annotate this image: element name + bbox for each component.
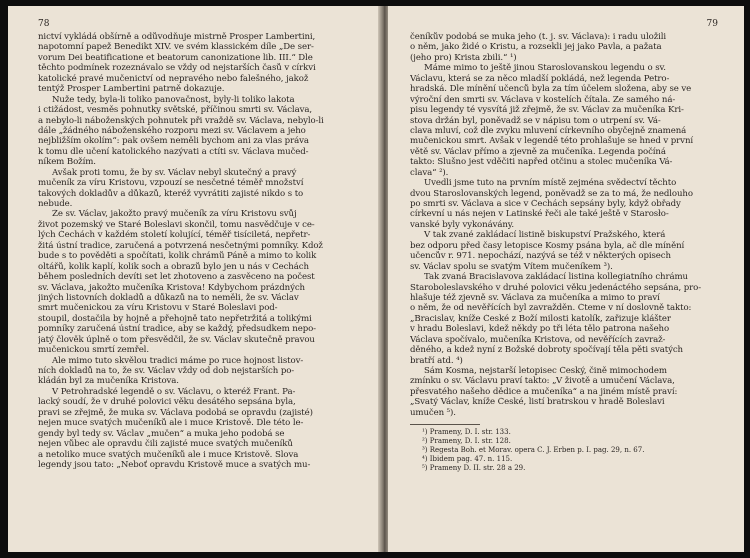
text-line: umučen ⁵). <box>410 407 456 418</box>
text-line: dále „žádného náboženského rozporu mezi sv. Václavem a jeho <box>38 125 306 136</box>
text-line: mučenickou smrtí zemřel. <box>38 345 149 356</box>
text-line: gendy byl tedy sv. Václav „mučen“ a muka jeho podobá se <box>38 428 285 439</box>
text-line: bratří atd. ⁴) <box>410 355 463 366</box>
footnote: ³) Regesta Boh. et Morav. opera C. J. Erben p. I. pag. 29, n. 67. <box>422 446 645 455</box>
text-line: (jeho pro) Krista zbili.“ ¹) <box>410 52 517 63</box>
text-line: jiných listovních dokladů a důkazů na to neměli, že sv. Václav <box>38 292 299 303</box>
text-line: těchto podmínek rozeznávalo se vždy od nejstarších časů v církvi <box>38 63 316 74</box>
text-line: i ctižádost, vesměs pohnutky světské, příčinou smrti sv. Václava, <box>38 105 313 116</box>
left-page-text <box>38 32 366 470</box>
text-line: Avšak proti tomu, že by sv. Václav nebyl skutečný a pravý <box>52 167 297 178</box>
text-line: bude s to pověděti a spočítati, kolik chrámů Páně a mimo to kolik <box>38 251 317 262</box>
text-line: „Bracislav, kníže České z Boží milosti katolík, zařizuje klášter <box>410 313 671 324</box>
text-line: Uvedli jsme tuto na prvním místě zejména svědectví těchto <box>424 178 677 189</box>
text-line: dvou Staroslovanských legend, poněvadž se za to má, že nedlouho <box>410 188 693 199</box>
right-page <box>388 6 744 552</box>
text-line: a netoliko muce svatých mučeníků ale i muce Kristově. Slova <box>38 449 299 460</box>
text-line: bez odporu před časy letopisce Kosmy psána byla, ač dle mínění <box>410 240 685 251</box>
left-page <box>8 6 380 552</box>
text-line: o něm, jako židé o Kristu, a rozsekli jej jako Pavla, a pažata <box>410 42 662 53</box>
text-line: sv. Václava, jakožto mučeníka Kristova! Kdybychom prázdných <box>38 282 305 293</box>
text-line: oltářů, kolik kaplí, kolik soch a obrazů bylo jen u nás v Čechách <box>38 261 309 272</box>
text-line: legendy jsou tato: „Neboť opravdu Kristově muce a svatých mu- <box>38 459 311 470</box>
text-line: smrt mučenickou za víru Kristovu v Staré Boleslavi pod- <box>38 303 278 314</box>
text-line: v hradu Boleslavi, kdež někdy po tři léta tělo patrona našeho <box>410 324 670 335</box>
text-line: níkem Božím. <box>38 157 96 168</box>
text-line: po smrti sv. Václava a sice v Čechách sepsány byly, když obřady <box>410 199 681 209</box>
text-line: děného, a kdež nyní z Božské dobroty spočívají těla pěti svatých <box>410 345 683 356</box>
text-line: žitá ústní tradice, zaručená a potvrzená nesčetnými pomníky. Kdož <box>38 240 323 251</box>
text-line: lých Čechách v každém století kolující, téměř tisíciletá, nepřetr- <box>38 230 311 241</box>
text-line: kládán byl za mučeníka Kristova. <box>38 376 179 387</box>
text-line: vanské byly vykonávány. <box>410 219 515 230</box>
text-line: hlašuje též zjevně sv. Václava za mučeníka a mimo to praví <box>410 292 660 303</box>
right-page-number: 79 <box>706 19 718 29</box>
text-line: takových dokladův a důkazů, kteréž vyvrátiti zajisté nikdo s to <box>38 188 304 199</box>
text-line: clava mluví, což dle zvyku mluvení církevního obyčejně znamená <box>410 125 687 136</box>
text-line: o něm, že od nevěřících byl zavražděn. Čteme v ní doslovně takto: <box>410 303 692 314</box>
text-line: nebude. <box>38 199 73 209</box>
text-line: přesvatého našeho dědice a mučeníka“ a na jiném místě praví: <box>410 386 678 397</box>
text-line: takto: Slušno jest vděčiti napřed otčinu a stolec mučeníka Vá- <box>410 157 673 168</box>
text-line: V Petrohradské legendě o sv. Václavu, o kteréž Frant. Pa- <box>52 386 296 397</box>
text-line: čeníkův podobá se muka jeho (t. j. sv. Václava): i radu uložili <box>410 32 667 42</box>
text-line: stoupil, dostačila by hojně a přehojně tato nepřetržitá a tolikými <box>38 313 312 324</box>
text-line: Ale mimo tuto skvělou tradici máme po ruce hojnost listov- <box>52 355 304 366</box>
text-line: nejbližším okolím“: pak ovšem neměli bychom ani za vlas práva <box>38 136 309 147</box>
text-line: pomníky zaručená ústní tradice, aby se každý, předsudkem nepo- <box>38 324 316 335</box>
text-line: pravi se zřejmě, že muka sv. Václava podobá se opravdu (zajisté) <box>38 407 313 418</box>
text-line: mučenickou smrt. Avšak v legendě této prohlašuje se hned v první <box>410 136 694 147</box>
text-line: ních dokladů na to, že sv. Václav vždy od dob nejstarších po- <box>38 366 295 376</box>
text-line: Nuže tedy, byla-li toliko panovačnost, byly-li toliko lakota <box>52 94 295 105</box>
text-line: stova držán byl, poněvadž se v nápisu tom o utrpení sv. Vá- <box>410 115 661 126</box>
text-line: clava“ ²). <box>410 167 449 178</box>
text-line: lacký soudí, že v druhé polovici věku desátého sepsána byla, <box>38 397 296 408</box>
footnote: ¹) Prameny, D. I. str. 133. <box>422 428 511 437</box>
text-line: k tomu dle učení katolického nazývati a ctíti sv. Václava mučed- <box>38 146 309 157</box>
text-line: nejen vůbec ale opravdu čili zajisté muce svatých mučeníků <box>38 439 293 450</box>
text-line: výroční den smrti sv. Václava v kostelích čítala. Ze samého ná- <box>410 94 676 105</box>
text-line: učencův r. 971. nepochází, nazývá se též v některých opisech <box>410 251 671 262</box>
text-line: Sám Kosma, nejstarší letopisec Český, čině mimochodem <box>424 366 667 376</box>
text-line: mučeník za víru Kristovu, vzpouzí se nesčetné téměř množství <box>38 178 304 189</box>
text-line: sv. Václav spolu se svatým Vítem mučeníkem ³). <box>410 261 613 272</box>
footnote: ⁵) Prameny D. II. str. 28 a 29. <box>422 464 526 473</box>
text-line: nictví vykládá obšírně a odůvodňuje mistrně Prosper Lambertini, <box>38 32 316 42</box>
footnote: ²) Prameny, D. I. str. 128. <box>422 437 511 446</box>
text-line: Tak zvaná Bracislavova zakládací listina kollegiatního chrámu <box>424 272 688 283</box>
text-line: Václava spočívalo, mučeníka Kristova, od nevěřících zavraž- <box>410 334 666 345</box>
text-line: vorum Dei beatificatione et beatorum canonizatione lib. III.“ Dle <box>38 52 313 63</box>
text-line: katolické pravé mučenictví od nepravého nebo falešného, jakož <box>38 73 309 84</box>
text-line: Václavu, která se za něco mladší pokládá, než legenda Petro- <box>410 73 670 84</box>
text-line: zmínku o sv. Václavu praví takto: „V životě a umučení Václava, <box>410 376 675 387</box>
text-line: během posledních devíti set let zhotoveno a zasvěceno na počest <box>38 272 315 283</box>
footnote-divider <box>410 424 480 425</box>
text-line: pisu legendy té vysvítá již zřejmě, že sv. Václav za mučeníka Kri- <box>410 105 684 116</box>
text-line: napotomní papež Benedikt XIV. ve svém klassickém díle „De ser- <box>38 42 314 53</box>
text-line: a nebylo-li náboženských pohnutek při vraždě sv. Václava, nebylo-li <box>38 115 324 126</box>
footnote: ⁴) Ibidem pag. 47. n. 115. <box>422 455 513 464</box>
text-line: Máme mimo to ještě jinou Staroslovanskou legendu o sv. <box>424 63 666 74</box>
left-page-number: 78 <box>38 19 50 29</box>
text-line: Staroboleslavského v druhé polovici věku jedenáctého sepsána, pro- <box>410 282 702 293</box>
text-line: větě sv. Václav přímo a zjevně za mučeníka. Legenda počíná <box>410 146 666 157</box>
text-line: nejen muce svatých mučeníků ale i muce Kristově. Dle této le- <box>38 418 304 429</box>
text-line: „Svatý Václav, kníže České, listí bratrskou v hradě Boleslavi <box>410 397 665 408</box>
text-line: V tak zvané zakládací listině biskupství Pražského, která <box>424 230 666 241</box>
right-page-text <box>410 32 718 418</box>
text-line: jatý člověk úplně o tom přesvědčil, že sv. Václav skutečně pravou <box>38 334 315 345</box>
text-line: tentýž Prosper Lambertini patrně dokazuje. <box>38 84 225 95</box>
text-line: Že sv. Václav, jakožto pravý mučeník za víru Kristovu svůj <box>52 209 297 220</box>
footnotes <box>410 428 718 473</box>
text-line: hradská. Dle mínění učenců byla za tím účelem složena, aby se ve <box>410 84 692 95</box>
text-line: život pozemský ve Staré Boleslavi skončil, tomu nasvědčuje v ce- <box>38 219 315 230</box>
text-line: církevní u nás nejen v Latinské řeči ale také ještě v Starosło- <box>410 209 669 220</box>
